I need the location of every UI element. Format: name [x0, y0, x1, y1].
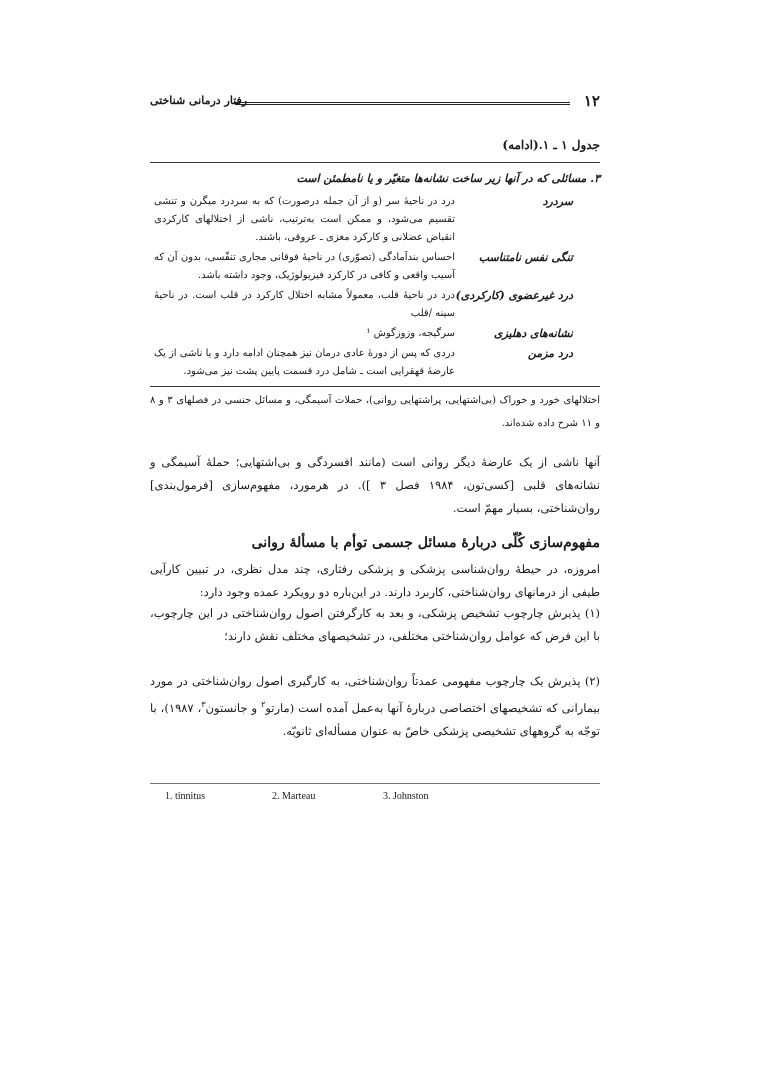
table-top-rule: [150, 162, 600, 163]
list-item-text-b: و جانستون: [205, 700, 262, 715]
list-item-text-a: (۲) پذیرش یک چارچوب مفهومی عمدتاً روان‌شناختی، به کارگیری اصول روان‌شناختی در مورد بیمارانی که تشخیصهای اختصاصی دربارهٔ آنها به‌عمل آمده است (مارتو: [150, 674, 601, 715]
table-row: [150, 193, 600, 247]
table-caption: جدول ۱ ـ ۱.(ادامه): [502, 138, 600, 152]
row-description: دردی که پس از دورهٔ عادی درمان نیز همچنان ادامه دارد و یا ناشی از یک عارضهٔ قهقرایی است ـ شامل درد قسمت پایین پشت نیز می‌شود.: [154, 348, 455, 377]
table-row: [150, 249, 600, 285]
header-rule: [235, 102, 570, 105]
row-description: سرگیجه، وزوزگوش ¹: [366, 328, 455, 339]
footnote-rule: [150, 783, 600, 784]
row-description: درد در ناحیهٔ قلب، معمولاً مشابه اختلال کارکرد در قلب است. در ناحیهٔ سینه /قلب: [154, 290, 455, 319]
running-title: رفتار درمانی شناختی: [150, 94, 248, 107]
table-bottom-rule: [150, 386, 600, 387]
footnote: 2. Marteau: [272, 791, 316, 802]
paragraph-1: آنها ناشی از یک عارضهٔ دیگر روانی است (مانند افسردگی و بی‌اشتهایی؛ حملهٔ آسیمگی و نشانه‌های قلبی [کسی‌تون، ۱۹۸۴ فصل ۳ ]). در هرمورد، مفهوم‌سازی [فرمول‌بندی] روان‌شناختی، بسیار مهمّ است.: [150, 455, 600, 515]
footnote-ref: ۲: [261, 700, 266, 709]
footnote: 3. Johnston: [383, 791, 429, 802]
footnote: 1. tinnitus: [165, 791, 206, 802]
table-row: [150, 287, 600, 323]
list-item: [150, 670, 600, 743]
table-note: اختلالهای خورد و خوراک (بی‌اشتهایی، پراشتهایی روانی)، حملات آسیمگی، و مسائل جنسی در فصلهای ۳ و ۸ و ۱۱ شرح داده شده‌اند.: [150, 395, 600, 429]
row-term: درد غیرعضوی (کارکردی): [455, 289, 573, 302]
table-section-title: ۳. مسائلی که در آنها زیر ساخت نشانه‌ها متغیّر و یا نامطمئن است: [296, 172, 600, 185]
list-item-text-c: ، ۱۹۸۷)، با توجّه به گروههای تشخیصی پزشکی خاصّ به عنوان مسأله‌ای ثانویّه.: [150, 700, 600, 738]
row-term: نشانه‌های دهلیزی: [493, 327, 573, 340]
row-description: درد در ناحیهٔ سر (و از آن جمله درصورت) که به سردرد میگرن و تنشی تقسیم می‌شود، و ممکن است به‌ترتیب، ناشی از اختلالهای کارکردی انقباض عضلانی و کارکرد مغزی ـ عروقی، باشند.: [154, 196, 455, 243]
row-term: تنگی نفس نامتناسب: [478, 251, 573, 264]
row-term: درد مزمن: [527, 347, 573, 360]
footnote-ref: ۳: [201, 700, 206, 709]
row-term: سردرد: [542, 195, 573, 208]
table-row: [150, 345, 600, 381]
table-rows: [150, 193, 600, 383]
row-description: احساس بندآمادگی (تصوّری) در ناحیهٔ فوقانی مجاری تنفّسی، بدون آن که آسیب واقعی و کافی در کارکرد فیزیولوژیک، وجود داشته باشد.: [154, 252, 455, 281]
paragraph-2: امروزه، در حیطهٔ روان‌شناسی پزشکی و پزشکی رفتاری، چند مدل نظری، در تبیین کارآیی طیفی از درمانهای روان‌شناختی، کاربرد دارند. در این‌باره دو رویکرد عمده وجود دارد:: [150, 562, 600, 599]
list-item: (۱) پذیرش چارچوب تشخیص پزشکی، و بعد به کارگرفتن اصول روان‌شناختی در این چارچوب، با این فرض که عوامل روان‌شناختی مختلفی، در تشخیصهای مختلف نقش دارند؛: [150, 606, 600, 643]
table-row: [150, 325, 600, 343]
running-header: [150, 92, 600, 114]
section-heading: مفهوم‌سازی کُلّی دربارهٔ مسائل جسمی توأم با مسألهٔ روانی: [251, 535, 600, 551]
page-number: ۱۲: [583, 92, 600, 110]
